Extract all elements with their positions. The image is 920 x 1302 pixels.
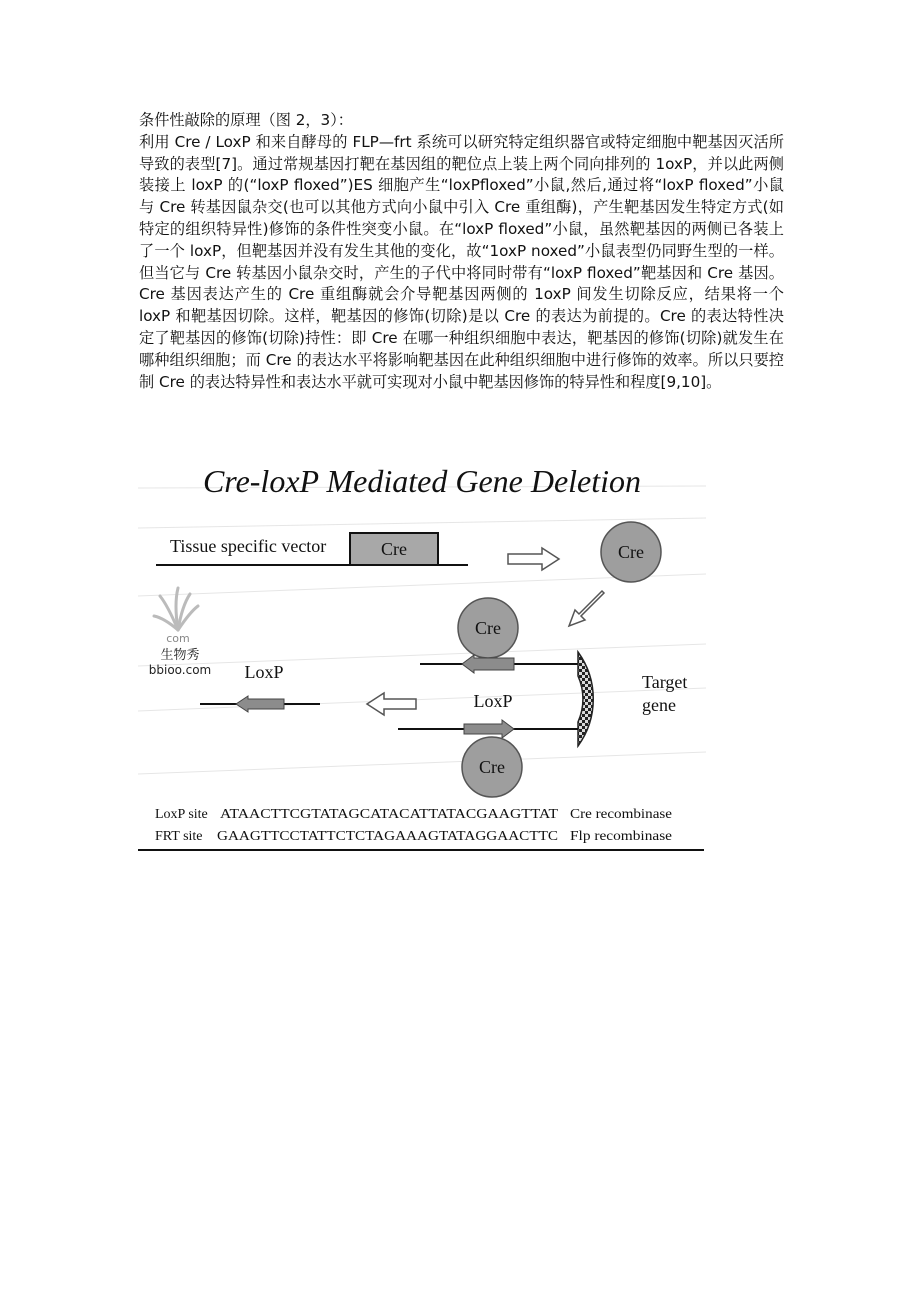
loxp-result-arrow xyxy=(236,696,284,712)
article-text xyxy=(139,110,784,393)
site-name: FRT site xyxy=(155,829,203,844)
body-paragraph: 利用 Cre / LoxP 和来自酵母的 FLP—frt 系统可以研究特定组织器官或特定细胞中靶基因灭活所导致的表型[7]。通过常规基因打靶在基因组的靶位点上装上两个同向排列的 1oxP，并以此两侧装接上 loxP 的(“loxP floxed”)ES 细胞产生“loxPfloxed”小鼠,然后,通过将“loxP floxed”小鼠与 Cre 转基因鼠杂交(也可以其他方式向小鼠中引入 Cre 重组酶)，产生靶基因发生特定方式(如特定的组织特异性)修饰的条件性突变小鼠。在“loxP floxed”小鼠，虽然靶基因的两侧已各装上了一个 loxP，但靶基因并没有发生其他的变化，故“1oxP noxed”小鼠表型仍同野生型的一样。但当它与 Cre 转基因小鼠杂交时，产生的子代中将同时带有“loxP floxed”靶基因和 Cre 基因。Cre 基因表达产生的 Cre 重组酶就会介导靶基因两侧的 1oxP 间发生切除反应，结果将一个 loxP 和靶基因切除。这样，靶基因的修饰(切除)是以 Cre 的表达为前提的。Cre 的表达特性决定了靶基因的修饰(切除)持性：即 Cre 在哪一种组织细胞中表达，靶基因的修饰(切除)就发生在哪种组织细胞；而 Cre 的表达水平将影响靶基因在此种组织细胞中进行修饰的效率。所以只要控制 Cre 的表达特异性和表达水平就可实现对小鼠中靶基因修饰的特异性和程度[9,10]。 xyxy=(139,132,784,391)
sequence-row xyxy=(155,829,672,844)
watermark-cn: 生物秀 xyxy=(160,648,200,663)
cre-upper-label: Cre xyxy=(475,618,501,638)
loxp-middle-label: LoxP xyxy=(473,691,513,711)
excision-arrow xyxy=(367,693,416,715)
section-heading: 条件性敲除的原理（图 2，3）： xyxy=(139,111,353,129)
watermark-url: bbioo.com xyxy=(148,663,212,677)
cre-box-label: Cre xyxy=(381,539,407,559)
figure-canvas xyxy=(138,456,706,852)
figure-title: Cre-loxP Mediated Gene Deletion xyxy=(202,463,642,499)
target-gene-loop xyxy=(578,652,593,746)
loxp-bottom-arrow xyxy=(464,720,514,738)
expression-arrow xyxy=(508,548,559,570)
sequence-row xyxy=(155,807,672,822)
cre-protein-label: Cre xyxy=(618,542,644,562)
site-sequence: GAAGTTCCTATTCTCTAGAAAGTATAGGAACTTC xyxy=(217,829,558,844)
target-label-line1: Target xyxy=(642,672,688,692)
watermark-com: com xyxy=(166,632,190,645)
cre-lower-label: Cre xyxy=(479,757,505,777)
sequence-table xyxy=(155,807,672,844)
watermark-leaf-icon xyxy=(154,588,198,630)
loxp-top-arrow xyxy=(462,655,514,673)
binding-arrow xyxy=(569,591,604,626)
site-sequence: ATAACTTCGTATAGCATACATTATACGAAGTTAT xyxy=(220,807,559,822)
loxp-result-label: LoxP xyxy=(244,662,284,682)
vector-label: Tissue specific vector xyxy=(170,536,327,556)
site-enzyme: Flp recombinase xyxy=(570,829,672,844)
target-label-line2: gene xyxy=(642,695,676,715)
cre-loxp-figure xyxy=(138,456,706,852)
site-name: LoxP site xyxy=(155,807,208,822)
site-enzyme: Cre recombinase xyxy=(570,807,672,822)
watermark-logo xyxy=(149,588,211,677)
